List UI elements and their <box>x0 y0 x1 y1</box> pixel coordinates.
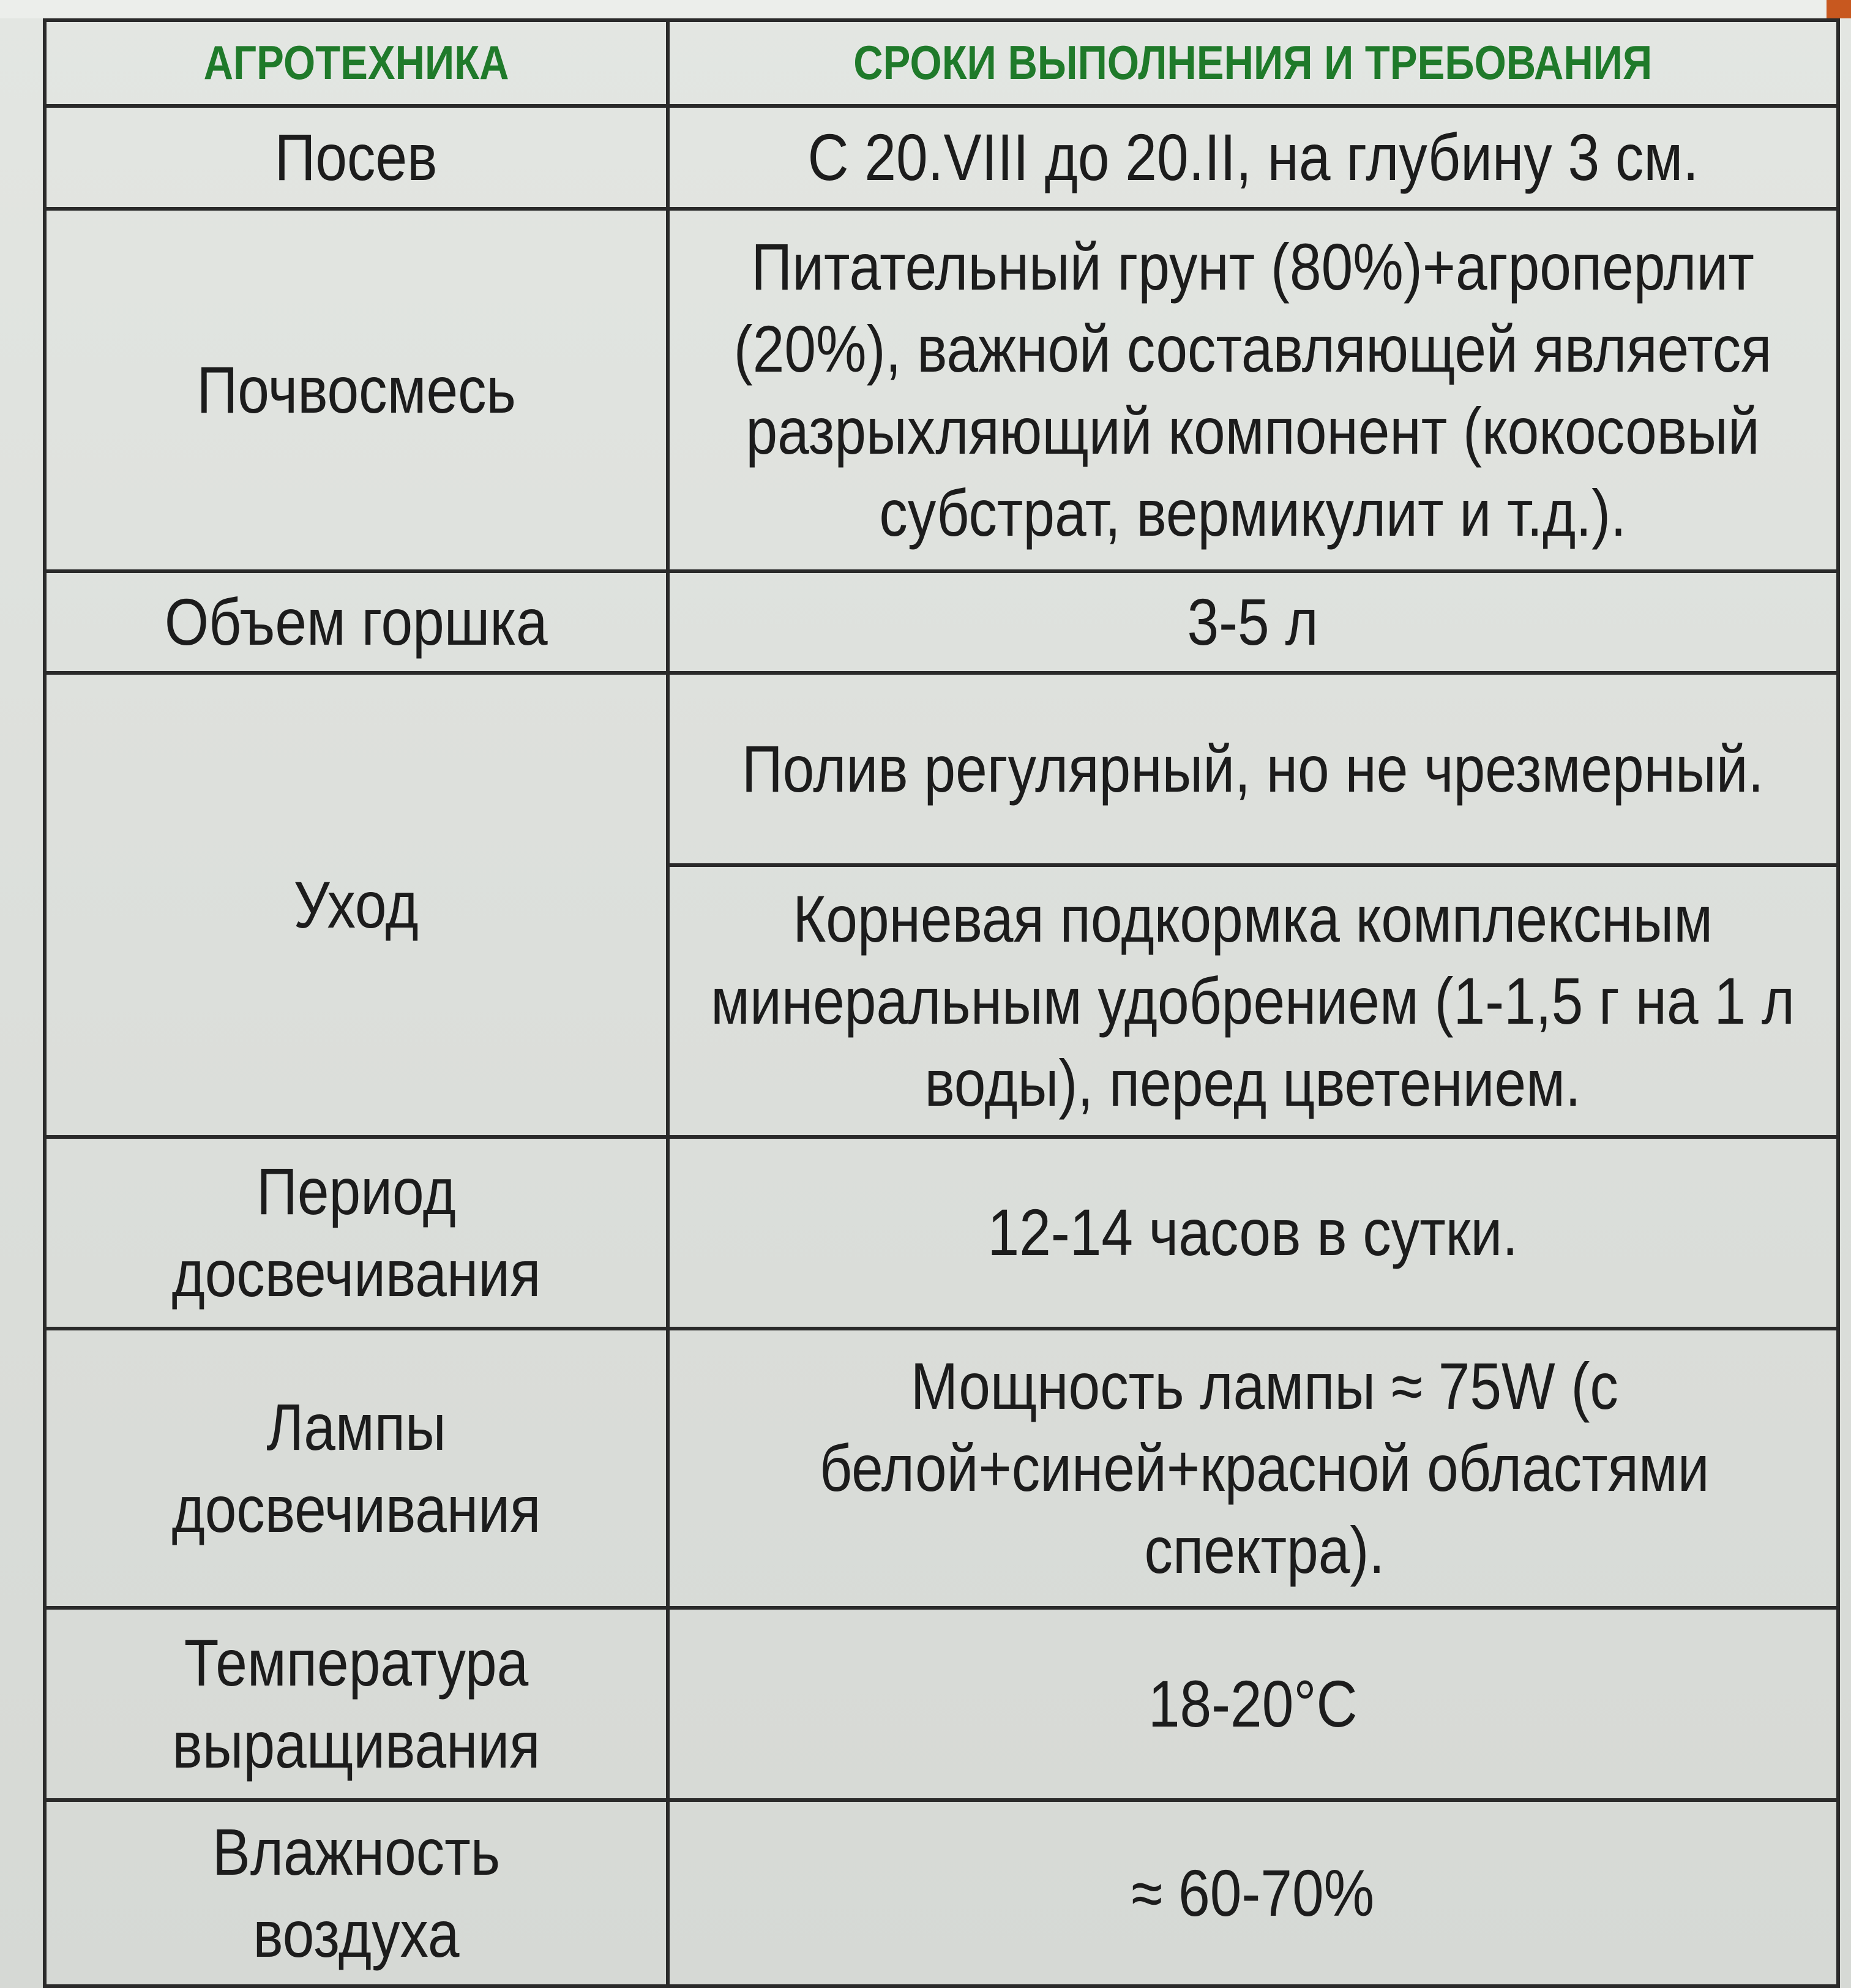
row-label-care: Уход <box>45 673 668 1137</box>
row-value-sowing: С 20.VIII до 20.II, на глубину 3 см. <box>668 106 1838 209</box>
orange-corner-accent <box>1827 0 1851 18</box>
row-value-care-watering: Полив регулярный, но не чрезмерный. <box>668 673 1838 865</box>
table-row-lighting-period <box>45 1137 1838 1328</box>
header-terms-requirements: СРОКИ ВЫПОЛНЕНИЯ И ТРЕБОВАНИЯ <box>668 20 1838 106</box>
table-header-row <box>45 20 1838 106</box>
row-label-humidity: Влажность воздуха <box>45 1800 668 1986</box>
row-value-soil-mix: Питательный грунт (80%)+агроперлит (20%), важной составляющей является разрыхляющий компонент (кокосовый субстрат, вермикулит и т.д.). <box>668 209 1838 571</box>
header-agrotechnics: АГРОТЕХНИКА <box>45 20 668 106</box>
table-row-lamps <box>45 1329 1838 1608</box>
table-row-pot-volume <box>45 571 1838 673</box>
row-value-temperature: 18-20°С <box>668 1608 1838 1800</box>
row-value-lighting-period: 12-14 часов в сутки. <box>668 1137 1838 1328</box>
table-row-temperature <box>45 1608 1838 1800</box>
row-label-pot-volume: Объем горшка <box>45 571 668 673</box>
top-paper-strip <box>0 0 1851 18</box>
table-row-care-watering <box>45 673 1838 865</box>
table-row-humidity <box>45 1800 1838 1986</box>
row-value-care-feeding: Корневая подкормка комплексным минеральным удобрением (1-1,5 г на 1 л воды), перед цветением. <box>668 865 1838 1137</box>
table-row-soil-mix <box>45 209 1838 571</box>
row-value-pot-volume: 3-5 л <box>668 571 1838 673</box>
table-row-sowing <box>45 106 1838 209</box>
agrotechnics-table <box>43 18 1840 1988</box>
row-label-lighting-period: Период досвечивания <box>45 1137 668 1328</box>
row-value-lamps: Мощность лампы ≈ 75W (с белой+синей+красной областями спектра). <box>668 1329 1838 1608</box>
row-value-humidity: ≈ 60-70% <box>668 1800 1838 1986</box>
row-label-soil-mix: Почвосмесь <box>45 209 668 571</box>
row-label-lamps: Лампы досвечивания <box>45 1329 668 1608</box>
row-label-sowing: Посев <box>45 106 668 209</box>
row-label-temperature: Температура выращивания <box>45 1608 668 1800</box>
